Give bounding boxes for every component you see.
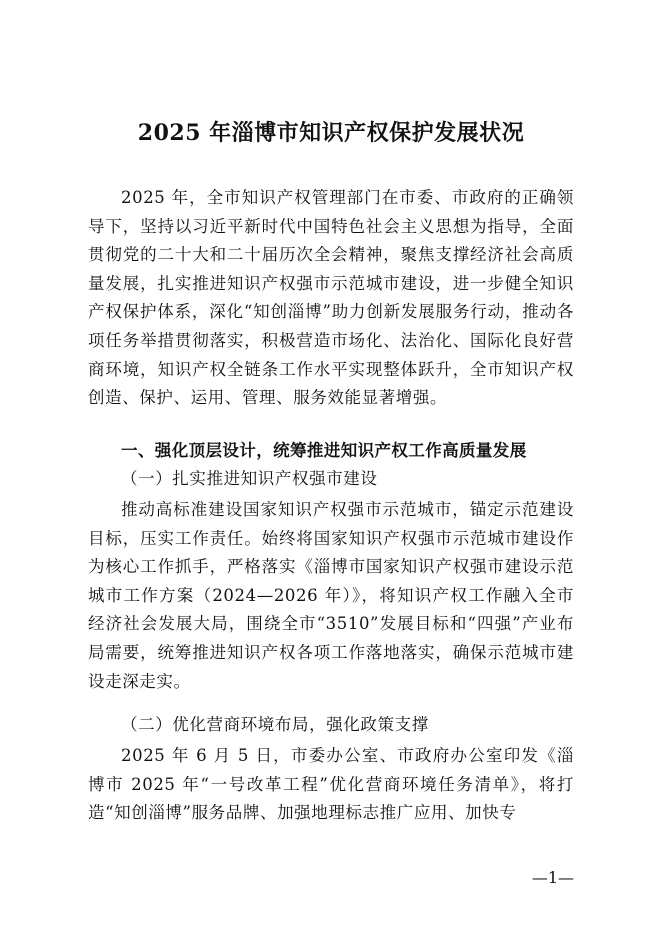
subsection-1-paragraph: 推动高标准建设国家知识产权强市示范城市，锚定示范建设目标，压实工作责任。始终将国家知识产权强市示范城市建设作为核心工作抓手，严格落实《淄博市国家知识产权强市建设示范城市工作方案（2024—2026 年）》，将知识产权工作融入全市经济社会发展大局，围绕全市“3510”发展目标和“四强”产业布局需要，统筹推进知识产权各项工作落地落实，确保示范城市建设走深走实。 — [88, 500, 574, 691]
subsection-2-heading: （二）优化营商环境布局，强化政策支撑 — [121, 715, 429, 734]
page-number: —1— — [531, 868, 574, 887]
document-title: 2025 年淄博市知识产权保护发展状况 — [137, 120, 525, 146]
subsection-1-heading: （一）扎实推进知识产权强市建设 — [121, 469, 378, 488]
intro-paragraph: 2025 年，全市知识产权管理部门在市委、市政府的正确领导下，坚持以习近平新时代中国特色社会主义思想为指导，全面贯彻党的二十大和二十届历次全会精神，聚焦支撑经济社会高质量发展，扎实推进知识产权强市示范城市建设，进一步健全知识产权保护体系，深化“知创淄博”助力创新发展服务行动，推动各项任务举措贯彻落实，积极营造市场化、法治化、国际化良好营商环境，知识产权全链条工作水平实现整体跃升，全市知识产权创造、保护、运用、管理、服务效能显著增强。 — [88, 188, 574, 408]
section-1-heading: 一、强化顶层设计，统筹推进知识产权工作高质量发展 — [121, 441, 527, 460]
subsection-2-paragraph: 2025 年 6 月 5 日，市委办公室、市政府办公室印发《淄博市 2025 年“一号改革工程”优化营商环境任务清单》，将打造“知创淄博”服务品牌、加强地理标志推广应用、加快专 — [88, 746, 574, 823]
